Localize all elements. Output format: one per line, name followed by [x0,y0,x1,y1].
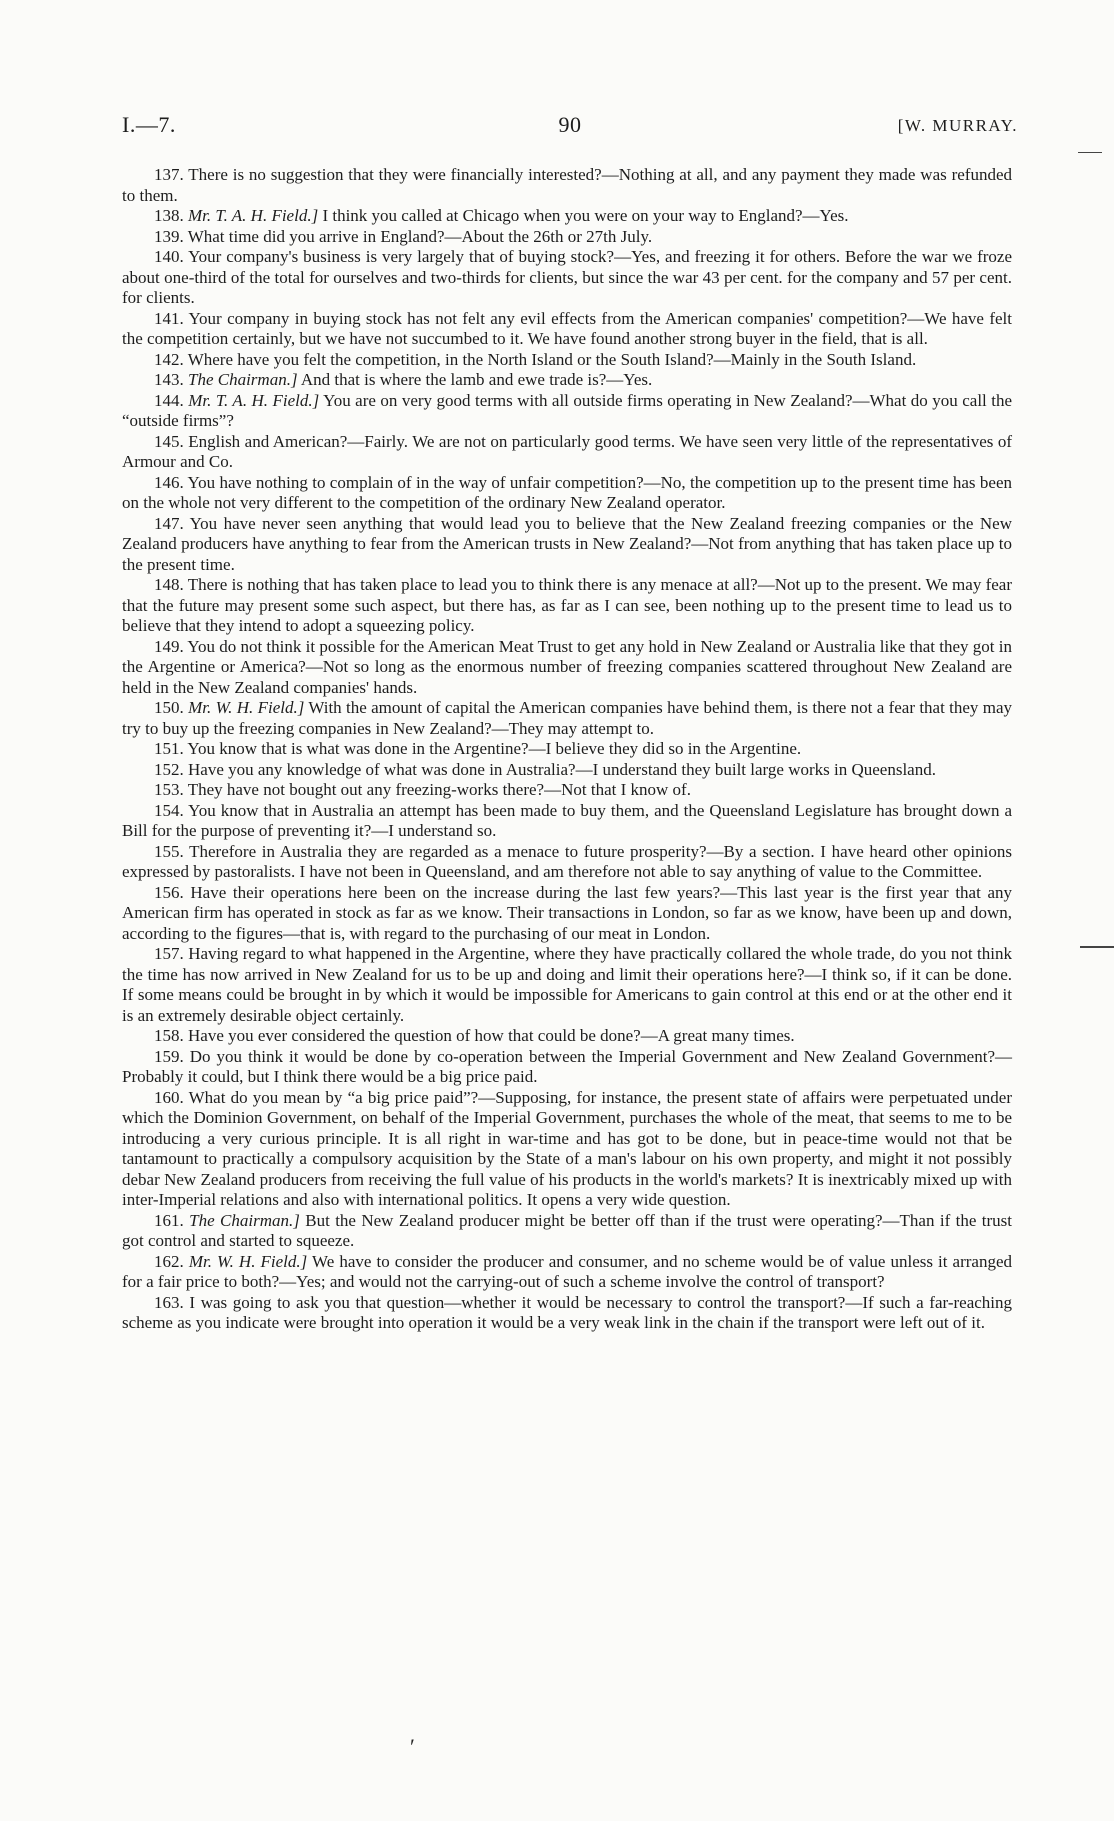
question-answer-text: What time did you arrive in England?—About the 26th or 27th July. [187,226,653,246]
testimony-paragraph [122,1088,1012,1211]
question-answer-text: Your company in buying stock has not felt any evil effects from the American companies' competition?—We have felt the competition certainly, but we have not succumbed to it. We have found another strong buyer in the field, that is all. [122,308,1012,348]
speaker-attribution: Mr. T. A. H. Field.] [188,206,319,225]
question-number: 155. [154,841,184,861]
testimony-paragraph [122,842,1012,883]
testimony-paragraph [122,1211,1012,1252]
testimony-paragraph [122,1026,1012,1047]
question-number: 146. [154,472,184,492]
testimony-paragraph [122,780,1012,801]
question-answer-text: Do you think it would be done by co-operation between the Imperial Government and New Zealand Government?—Probably it could, but I think there would be a big price paid. [122,1046,1012,1086]
testimony-paragraph [122,739,1012,760]
question-number: 147. [154,513,184,533]
question-answer-text: We have to consider the producer and consumer, and no scheme would be of value unless it arranged for a fair price to both?—Yes; and would not the carrying-out of such a scheme involve the control of transport? [122,1251,1013,1291]
testimony-paragraph [122,883,1012,945]
question-answer-text: You know that in Australia an attempt has been made to buy them, and the Queensland Legislature has brought down a Bill for the purpose of preventing it?—I understand so. [122,800,1012,840]
question-answer-text: There is no suggestion that they were financially interested?—Nothing at all, and any payment they made was refunded to them. [122,165,1012,205]
speaker-attribution: The Chairman.] [189,1210,300,1230]
testimony-paragraph [122,391,1012,432]
question-answer-text: Have you any knowledge of what was done in Australia?—I understand they built large works in Queensland. [188,759,936,779]
testimony-paragraph [122,1047,1012,1088]
speaker-attribution: Mr. W. H. Field.] [188,1251,308,1271]
speaker-attribution: Mr. T. A. H. Field.] [188,390,320,410]
question-answer-text: Have their operations here been on the increase during the last few years?—This last year is the first year that any American firm has operated in stock as far as we know. Their transactions in London, so far as we know, have been up and down, according to the figures—that is, with regard to the purchasing of our meat in London. [122,882,1012,943]
testimony-paragraph [122,206,1012,227]
testimony-paragraph [122,801,1012,842]
question-number: 149. [154,636,184,656]
testimony-paragraph [122,1252,1012,1293]
document-reference: I.—7. [122,112,176,137]
question-answer-text: They have not bought out any freezing-works there?—Not that I know of. [187,780,691,799]
question-answer-text: Therefore in Australia they are regarded as a menace to future prosperity?—By a section. I have heard other opinions expressed by pastoralists. I have not been in Queensland, and am therefore not able to say anything of value to the Committee. [122,841,1012,881]
question-number: 137. [154,165,184,184]
question-number: 153. [154,780,184,799]
testimony-paragraph [122,473,1012,514]
testimony-paragraph [122,1293,1012,1334]
question-number: 140. [154,247,184,266]
question-number: 159. [154,1046,184,1066]
testimony-paragraph [122,698,1012,739]
question-number: 163. [154,1292,184,1312]
testimony-paragraph [122,165,1012,206]
question-number: 156. [154,882,184,902]
testimony-paragraph [122,227,1012,248]
question-answer-text: With the amount of capital the American companies have behind them, is there not a fear that they may try to buy up the freezing companies in New Zealand?—They may attempt to. [122,698,1013,738]
question-answer-text: There is nothing that has taken place to lead you to think there is any menace at all?—Not up to the present. We may fear that the future may present some such aspect, but there has, as far as I can see, been nothing up to the present time to lead us to believe that they intend to adopt a squeezing policy. [122,575,1012,635]
question-number: 145. [154,431,184,451]
question-answer-text: What do you mean by “a big price paid”?—Supposing, for instance, the present state of affairs were perpetuated under which the Dominion Government, on behalf of the Imperial Government, purchases the whole of the meat, that seems to me to be introducing a very curious principle. It is all right in war-time and has got to be done, but in peace-time would not that be tantamount to practically a compulsory acquisition by the State of a man's labour on his own property, and might it not possibly debar New Zealand producers from receiving the full value of his products in the world's markets? It is inextricably mixed up with inter-Imperial relations and also with international politics. It opens a very wide question. [122,1087,1012,1209]
question-number: 151. [154,739,184,758]
question-number: 148. [154,575,184,594]
question-answer-text: English and American?—Fairly. We are not on particularly good terms. We have seen very little of the representatives of Armour and Co. [122,431,1012,471]
question-number: 142. [154,349,184,369]
margin-mark-middle [1080,946,1114,948]
question-number: 157. [154,944,184,963]
question-answer-text: Your company's business is very largely that of buying stock?—Yes, and freezing it for others. Before the war we froze about one-third of the total for ourselves and two-thirds for clients, but since the war 43 per cent. for the company and 57 per cent. for clients. [122,247,1012,307]
question-number: 144. [154,390,184,410]
page-header [122,112,1018,146]
margin-mark-top [1078,152,1102,153]
question-answer-text: You are on very good terms with all outside firms operating in New Zealand?—What do you call the “outside firms”? [122,390,1012,430]
speaker-attribution: Mr. W. H. Field.] [188,698,305,717]
testimony-paragraph [122,944,1012,1026]
question-number: 143. [154,370,184,389]
question-answer-text: I was going to ask you that question—whether it would be necessary to control the transport?—If such a far-reaching scheme as you indicate were brought into operation it would be a very weak link in the chain if the transport were left out of it. [122,1292,1013,1332]
question-number: 139. [154,226,184,246]
speaker-attribution: The Chairman.] [188,370,298,389]
testimony-paragraph [122,309,1012,350]
question-number: 162. [154,1251,184,1271]
testimony-paragraph [122,575,1012,637]
testimony-paragraph [122,760,1012,781]
testimony-paragraph [122,370,1012,391]
question-answer-text: Having regard to what happened in the Argentine, where they have practically collared the whole trade, do you not think the time has now arrived in New Zealand for us to be up and doing and limit their operations here?—I think so, if it can be done. If some means could be brought in by which it would be impossible for Americans to gain control at this end or at the other end it is an extremely desirable object certainly. [122,944,1012,1025]
question-answer-text: But the New Zealand producer might be better off than if the trust were operating?—Than if the trust got control and started to squeeze. [122,1210,1013,1250]
question-answer-text: And that is where the lamb and ewe trade is?—Yes. [300,370,653,389]
question-answer-text: You know that is what was done in the Argentine?—I believe they did so in the Argentine. [187,739,802,758]
testimony-paragraph [122,637,1012,699]
question-number: 160. [154,1087,184,1107]
testimony-paragraph [122,432,1012,473]
question-answer-text: I think you called at Chicago when you were on your way to England?—Yes. [322,206,849,225]
question-number: 154. [154,800,184,820]
testimony-paragraph [122,247,1012,309]
question-number: 150. [154,698,184,717]
testimony-paragraph [122,350,1012,371]
question-answer-text: Have you ever considered the question of how that could be done?—A great many times. [188,1026,795,1045]
question-answer-text: You do not think it possible for the American Meat Trust to get any hold in New Zealand or Australia like that they got in the Argentine or America?—Not so long as the enormous number of freezing companies scattered throughout New Zealand are held in the New Zealand companies' hands. [122,636,1012,697]
question-answer-text: You have nothing to complain of in the way of unfair competition?—No, the competition up to the present time has been on the whole not very different to the competition of the ordinary New Zealand operator. [122,472,1012,512]
question-number: 158. [154,1026,184,1045]
question-number: 138. [154,206,184,225]
stray-mark: ′ [410,1734,415,1759]
question-answer-text: You have never seen anything that would lead you to believe that the New Zealand freezing companies or the New Zealand producers have anything to fear from the American trusts in New Zealand?—Not from anything that has taken place up to the present time. [122,513,1012,574]
question-answer-text: Where have you felt the competition, in the North Island or the South Island?—Mainly in the South Island. [187,349,917,369]
question-number: 141. [154,308,184,328]
testimony-body [122,165,1012,1334]
question-number: 161. [154,1210,184,1230]
question-number: 152. [154,759,184,779]
witness-name: [W. MURRAY. [897,116,1018,135]
testimony-paragraph [122,514,1012,576]
page-number: 90 [558,112,582,137]
